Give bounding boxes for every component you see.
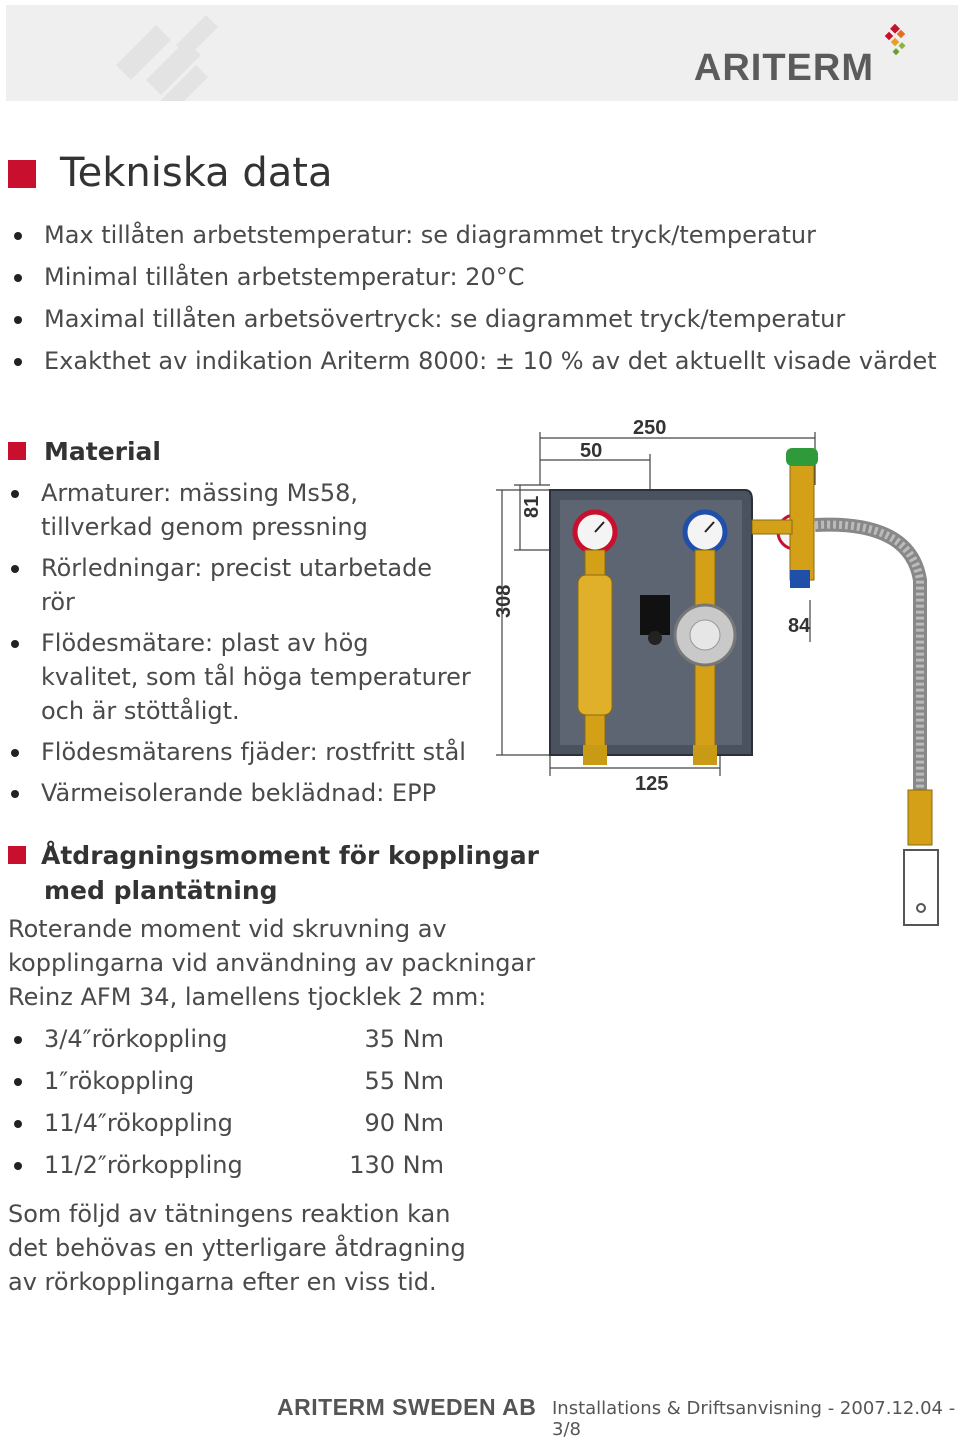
bullet-icon <box>14 1036 22 1044</box>
coupling-label: 3/4″rörkoppling <box>44 1025 228 1053</box>
spec-list <box>44 218 944 386</box>
torque-heading-line2: med plantätning <box>44 876 278 905</box>
bullet-icon <box>14 274 22 282</box>
torque-intro-line: Reinz AFM 34, lamellens tjocklek 2 mm: <box>8 983 487 1011</box>
torque-row <box>44 1022 464 1064</box>
torque-note-line: det behövas en ytterligare åtdragning <box>8 1234 466 1262</box>
footer-document-info: Installations & Driftsanvisning - 2007.12.04 - 3/8 <box>552 1398 956 1440</box>
torque-intro-line: Roterande moment vid skruvning av <box>8 915 447 943</box>
torque-row <box>44 1064 464 1106</box>
dim-label: 125 <box>635 773 669 795</box>
torque-list <box>44 1022 464 1190</box>
list-item: Minimal tillåten arbetstemperatur: 20°C <box>44 260 944 302</box>
dim-label: 81 <box>521 495 543 518</box>
pump-group-drawing <box>490 410 950 930</box>
torque-value: 90 Nm <box>364 1109 444 1137</box>
coupling-label: 11/4″rökoppling <box>44 1109 233 1137</box>
material-list <box>41 476 471 817</box>
list-item: Flödesmätarens fjäder: rostfritt stål <box>41 735 471 769</box>
bullet-icon <box>14 1078 22 1086</box>
section-marker <box>8 846 26 864</box>
coupling-label: 11/2″rörkoppling <box>44 1151 243 1179</box>
torque-heading-line1: Åtdragningsmoment för kopplingar <box>41 841 539 870</box>
list-item: Rörledningar: precist utarbetade rör <box>41 551 471 619</box>
torque-row <box>44 1106 464 1148</box>
bullet-icon <box>14 232 22 240</box>
page-title: Tekniska data <box>60 150 333 196</box>
dim-label: 84 <box>788 615 811 637</box>
list-item: Värmeisolerande beklädnad: EPP <box>41 776 471 810</box>
torque-row <box>44 1148 464 1190</box>
dim-label: 250 <box>633 417 667 439</box>
bullet-icon <box>14 1162 22 1170</box>
dim-label: 50 <box>580 440 603 462</box>
list-item: Maximal tillåten arbetsövertryck: se diagrammet tryck/temperatur <box>44 302 944 344</box>
torque-note-line: Som följd av tätningens reaktion kan <box>8 1200 451 1228</box>
list-item: Armaturer: mässing Ms58, tillverkad genom pressning <box>41 476 471 544</box>
bullet-icon <box>11 490 19 498</box>
brand-mark-icon <box>874 23 910 63</box>
list-item: Flödesmätare: plast av hög kvalitet, som tål höga temperaturer och är stöttåligt. <box>41 626 471 728</box>
section-marker <box>8 160 36 188</box>
torque-intro-line: kopplingarna vid användning av packningar <box>8 949 536 977</box>
bullet-icon <box>11 749 19 757</box>
bullet-icon <box>11 790 19 798</box>
dim-label: 308 <box>493 584 515 618</box>
section-marker <box>8 442 26 460</box>
footer-company: ARITERM SWEDEN AB <box>277 1394 537 1420</box>
brand-logo: ARITERM <box>693 47 874 89</box>
list-item: Max tillåten arbetstemperatur: se diagrammet tryck/temperatur <box>44 218 944 260</box>
torque-value: 55 Nm <box>364 1067 444 1095</box>
material-heading: Material <box>44 437 161 466</box>
bullet-icon <box>14 1120 22 1128</box>
coupling-label: 1″rökoppling <box>44 1067 195 1095</box>
torque-note-line: av rörkopplingarna efter en viss tid. <box>8 1268 437 1296</box>
header-decoration <box>96 5 256 101</box>
bullet-icon <box>14 358 22 366</box>
torque-value: 35 Nm <box>364 1025 444 1053</box>
list-item: Exakthet av indikation Ariterm 8000: ± 10 % av det aktuellt visade värdet <box>44 344 944 386</box>
header-band <box>6 5 958 101</box>
bullet-icon <box>11 565 19 573</box>
bullet-icon <box>14 316 22 324</box>
torque-value: 130 Nm <box>349 1151 444 1179</box>
page-footer <box>0 1394 960 1440</box>
bullet-icon <box>11 640 19 648</box>
